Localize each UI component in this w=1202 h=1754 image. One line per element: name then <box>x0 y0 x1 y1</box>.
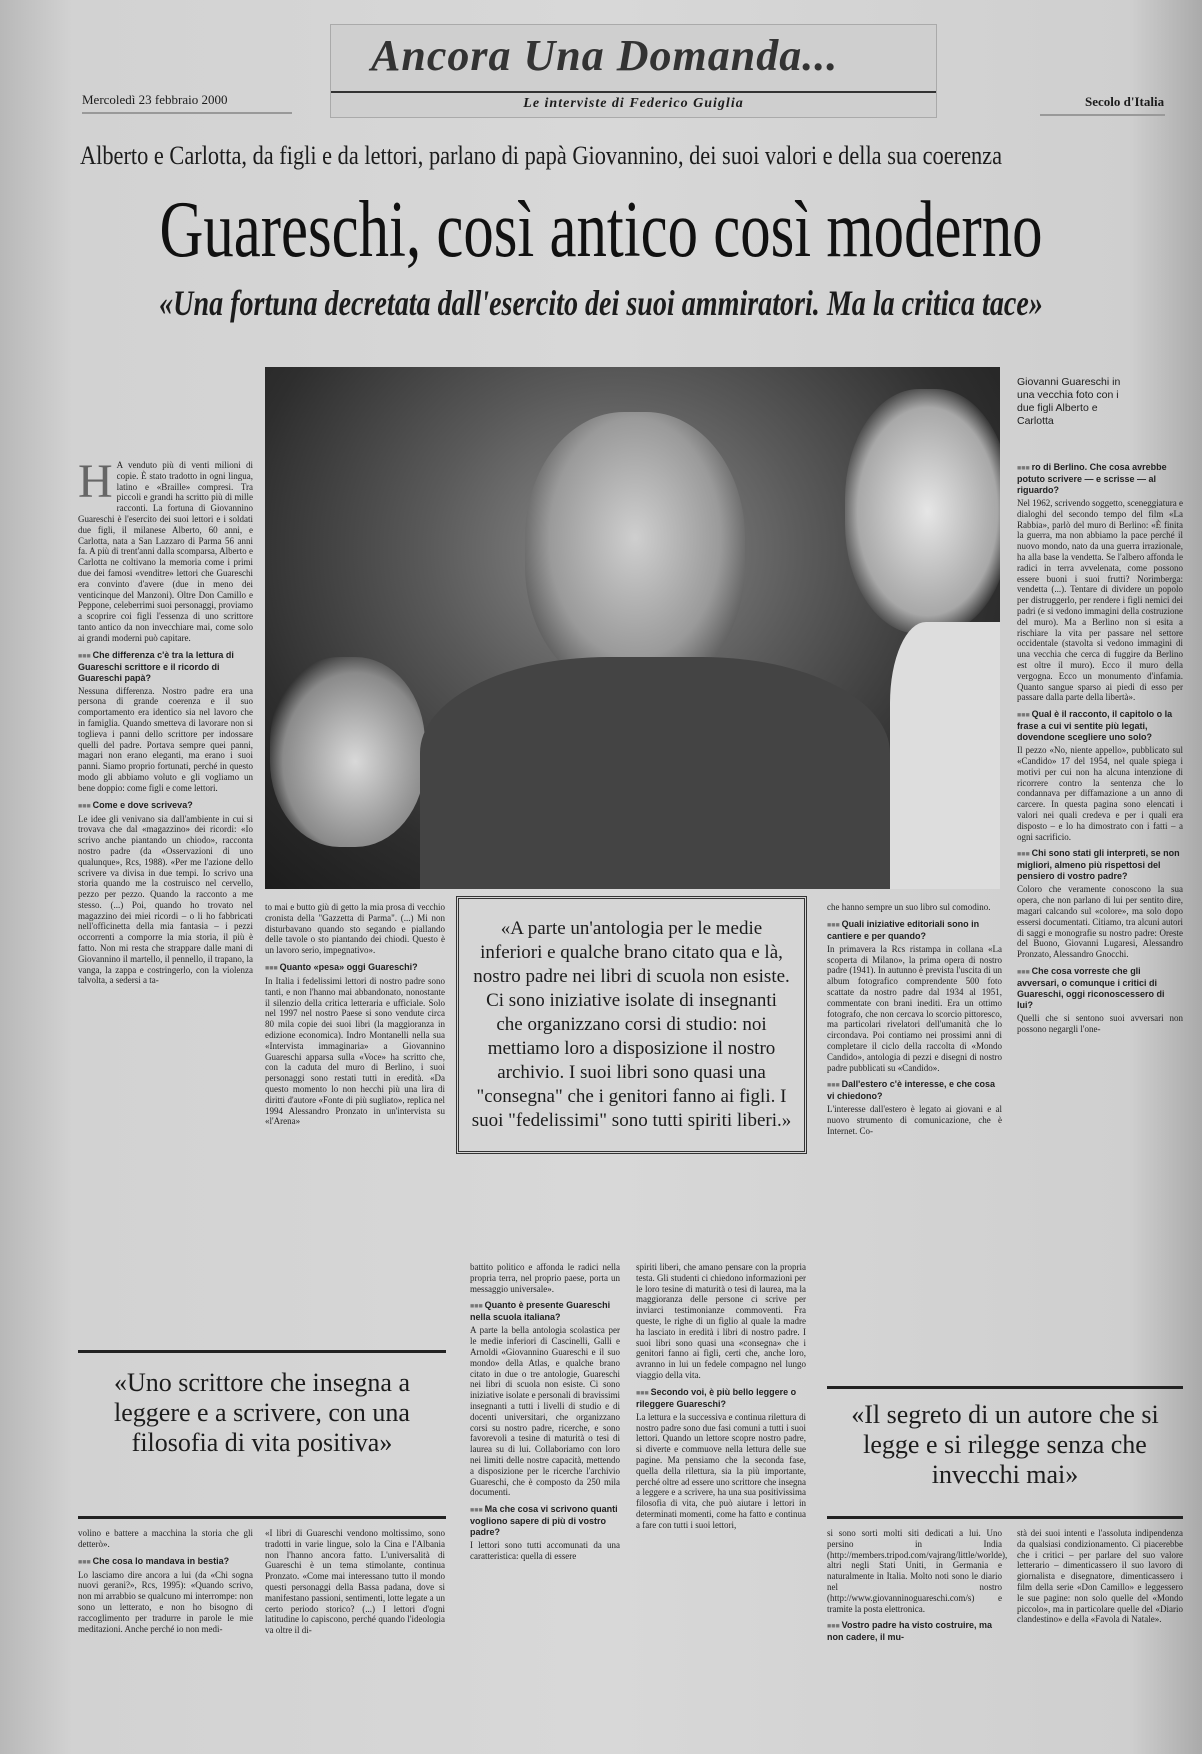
question: ■■■ ro di Berlino. Che cosa avrebbe potuto scrivere — e scrisse — al riguardo? <box>1017 462 1183 496</box>
question: ■■■ Dall'estero c'è interesse, e che cosa vi chiedono? <box>827 1079 1002 1102</box>
answer: I lettori sono tutti accomunati da una caratteristica: quella di essere <box>470 1540 620 1561</box>
photo-caption: Giovanni Guareschi in una vecchia foto con i due figli Alberto e Carlotta <box>1017 376 1121 427</box>
answer: Il pezzo «No, niente appello», pubblicato sul «Candido» 17 del 1954, nel quale spiega i motivi per cui non ha alcuna intenzione di ricorrere contro la sentenza che lo condannava per diffamazione a un anno di carcere. In questa pagina sono elencati i valori nei quali credeva e per i quali era disposto – e lo ha dimostrato con i fatti – a ogni sacrificio. <box>1017 745 1183 842</box>
answer: spiriti liberi, che amano pensare con la propria testa. Gli studenti ci chiedono informazioni per le loro tesine di maturità o tesi di laurea, ma la maggioranza delle persone ci scrive per inviarci testimonianze commoventi. Fra queste, le righe di un figlio al quale la madre ha lasciato in eredità i libri di nostro padre. I suoi libri sono quasi una «consegna» che i genitori fanno ai figli, certi che, anche loro, avranno in lui un fedele compagno nel lungo viaggio della vita. <box>636 1262 806 1380</box>
sweater <box>420 657 890 889</box>
subheadline: «Una fortuna decretata dall'esercito dei suoi ammiratori. Ma la critica tace» <box>159 283 1043 323</box>
question: ■■■ Vostro padre ha visto costruire, ma non cadere, il mu- <box>827 1620 1002 1643</box>
answer: Coloro che veramente conoscono la sua opera, che non parlano di lui per sentito dire, magari calcando sul «colore», ma solo dopo essersi documentati. Citiamo, tra alcuni autori di saggi e monografie su nostro padre: Oreste del Buono, Giovanni Lugaresi, Alessandro Pronzato, Alessandro Gnocchi. <box>1017 884 1183 960</box>
question: ■■■ Ma che cosa vi scrivono quanti vogliono sapere di più di vostro padre? <box>470 1504 620 1538</box>
pull-quote-right: «Il segreto di un autore che si legge e si rilegge senza che invecchi mai» <box>851 1400 1159 1489</box>
father-face <box>525 412 745 692</box>
column-2 <box>265 902 445 1127</box>
column-7 <box>1017 462 1183 1034</box>
issue-date: Mercoledì 23 febbraio 2000 <box>82 92 228 107</box>
column-1 <box>78 455 253 986</box>
column-7b <box>1017 1528 1183 1625</box>
answer: Quelli che si sentono suoi avversari non possono negargli l'one- <box>1017 1012 1183 1034</box>
question: ■■■ Che cosa vorreste che gli avversari, o comunque i critici di Guareschi, oggi riconoscessero di lui? <box>1017 966 1183 1011</box>
column-6b <box>827 1528 1008 1645</box>
column-2b <box>265 1528 445 1636</box>
column-6 <box>827 902 1002 1137</box>
divider <box>1040 114 1165 116</box>
divider <box>827 1386 1183 1389</box>
answer: A parte la bella antologia scolastica per le medie inferiori di Cascinelli, Galli e Arnoldi «Giovannino Guareschi e il suo mondo» della Atlas, e qualche brano citato in due o tre antologie, Guareschi nei libri di scuola non esiste. Ci sono iniziative isolate e personali di bravissimi insegnanti a tutti i livelli di studio e di docenti universitari, che organizzano corsi su nostro padre, ricerche, e sono favorevoli a tesine di maturità o tesi di laurea su di lui. Collaboriamo con loro nei limiti delle nostre capacità, mettendo a disposizione per le ricerche l'archivio Guareschi, che è composto da 250 mila documenti. <box>470 1325 620 1498</box>
question: ■■■ Qual è il racconto, il capitolo o la frase a cui vi sentite più legati, dovendone scegliere uno solo? <box>1017 709 1183 743</box>
answer: Nel 1962, scrivendo soggetto, sceneggiatura e dialoghi del secondo tempo del film «La Rabbia», parlò del muro di Berlino: «È finita la guerra, ma non abbiamo la pace perché il nuovo mondo, nato da una guerra irrazionale, ha alla base la vendetta. Se l'albero affonda le radici in terra avvelenata, come possono essere buoni i suoi frutti? Norimberga: vendetta (...). Tentare di dividere un popolo per distruggerlo, per rendere i figli nemici dei padri (e si vedono immagini della costruzione del muro). Ma a Berlino non si esita a rischiare la vita per passare nel settore occidentale (stavolta si vedono immagini di una vecchia che cerca di fuggire da Berlino est oltre il muro). Ecco il muro della vergogna. Ecco un monumento d'infamia. Quanto sangue sparso ai piedi di esso per passare dalla parte della libertà». <box>1017 498 1183 703</box>
answer: In primavera la Rcs ristampa in collana «La scoperta di Milano», la prima opera di nostro padre (1941). In autunno è prevista l'uscita di un album fotografico comprendente 500 foto scattate da nostro padre dal 1934 al 1951, commentate con brani inediti. Era un ottimo fotografo, che non cercava lo scorcio pittoresco, ma particolari rivelatori dell'umanità che lo circondava. Poi contiamo nei prossimi anni di completare il ciclo della raccolta di «Mondo Candido», antologia di pezzi e disegni di nostro padre pubblicati su «Candido». <box>827 943 1002 1073</box>
answer: si sono sorti molti siti dedicati a lui. Uno persino in India (http://members.tripod.com/vajrang/little/worlde), altri negli Stati Uniti, in Germania e naturalmente in Italia. Molto noti sono le diario nel nostro (http://www.giovanninoguareschi.com/s) e tramite la posta elettronica. <box>827 1528 1008 1614</box>
column-4 <box>470 1262 620 1562</box>
answer: battito politico e affonda le radici nella propria terra, nel proprio paese, porta un messaggio universale». <box>470 1262 620 1294</box>
question: ■■■ Secondo voi, è più bello leggere o rileggere Guareschi? <box>636 1387 806 1410</box>
family-photo <box>265 367 1000 889</box>
answer: to mai e butto giù di getto la mia prosa di vecchio cronista della "Gazzetta di Parma". (...) Mi non disturbavano quando sto segando e piallando delle tavole o sto piantando dei chiodi. Questo è un lavoro serio, impegnativo». <box>265 902 445 956</box>
headline: Guareschi, così antico così moderno <box>159 186 1043 274</box>
column-5 <box>636 1262 806 1531</box>
answer: stà dei suoi intenti e l'assoluta indipendenza da qualsiasi condizionamento. Ci piacerebbe che i critici – per parlare del suo valore letterario – dimenticassero il suo lavoro di giornalista e disegnatore, dimenticassero i film della serie «Don Camillo» e leggessero le sue pagine: non solo quelle del «Mondo piccolo», ma in particolare quelle del «Diario clandestino» e della «Favola di Natale». <box>1017 1528 1183 1625</box>
kicker: Alberto e Carlotta, da figli e da lettori, parlano di papà Giovannino, dei suoi valori e della sua coerenza <box>80 141 1003 170</box>
drop-cap: H <box>78 455 113 508</box>
divider <box>827 1516 1183 1519</box>
divider <box>78 1516 446 1519</box>
intro-text: A venduto più di venti milioni di copie. È stato tradotto in ogni lingua, latino e «Braille» compresi. Tra piccoli e grandi ha scritto più di mille racconti. La fortuna di Giovannino Guareschi è l'esercito dei suoi lettori e i soldati due figli, il milanese Alberto, 60 anni, e Carlotta, nata a San Lazzaro di Parma 56 anni fa. A più di trent'anni dalla scomparsa, Alberto e Carlotta ne coltivano la memoria come i primi due dei famosi «venditre» lettori che Guareschi era convinto d'avere (due in meno dei venticinque del Manzoni). Oltre Don Camillo e Peppone, celeberrimi suoi personaggi, proviamo a scoprire coi figli l'essenza di uno scrittore tanto antico da non invecchiare mai, come solo ai grandi moderni può capitare. <box>78 460 253 643</box>
pull-quote-left: «Uno scrittore che insegna a leggere e a scrivere, con una filosofia di vita positiva» <box>113 1368 410 1457</box>
answer: La lettura e la successiva e continua rilettura di nostro padre sono due fasi comuni a tutti i suoi lettori. Quando un lettore scopre nostro padre, si diverte e commuove nella lettura delle sue pagine. Ma pensiamo che la seconda fase, quella della rilettura, sia la più importante, perché oltre ad essere uno scrittore che insegna a leggere e a scrivere, ha una sua positivissima filosofia di vita, che può aiutare i lettori in determinati momenti, come ha fatto e continua a fare con tutti i suoi lettori, <box>636 1411 806 1530</box>
question: ■■■ Che cosa lo mandava in bestia? <box>78 1556 253 1568</box>
masthead-title: Ancora Una Domanda... <box>371 31 839 80</box>
answer: L'interesse dall'estero è legato ai giovani e al nuovo strumento di comunicazione, che è Internet. Co- <box>827 1104 1002 1136</box>
highlight-quote <box>456 896 807 1154</box>
question: ■■■ Come e dove scriveva? <box>78 800 253 812</box>
divider <box>82 112 292 114</box>
question: ■■■ Quali iniziative editoriali sono in cantiere e per quando? <box>827 919 1002 942</box>
answer: In Italia i fedelissimi lettori di nostro padre sono tanti, e non l'hanno mai abbandonato, nonostante il silenzio della critica letteraria e ufficiale. Solo nel 1997 nel nostro Paese si sono vendute circa 80 mila copie dei suoi libri (la maggioranza in edizione economica). Indro Montanelli nella sua «Intervista immaginaria» a Giovannino Guareschi apparsa sulla «Voce» ha scritto che, con la caduta del muro di Berlino, i suoi personaggi sono restati tutti in eredità. «Da questo momento lo non hecchi più una lira di diritti d'autore «Fonte di più sugliato», replica nel 1994 Alessandro Pronzato in un'intervista su «l'Arena» <box>265 975 445 1127</box>
answer: volino e battere a macchina la storia che gli detterò». <box>78 1528 253 1549</box>
quote-text: «A parte un'antologia per le medie inferiori e qualche brano citato qua e là, nostro padre nei libri di scuola non esiste. Ci sono iniziative isolate di insegnanti che organizzano corsi di studio: noi mettiamo loro a disposizione il nostro archivio. I suoi libri sono quasi una "consegna" che i genitori fanno ai figli. I suoi "fedelissimi" sono tutti spiriti liberi.» <box>471 918 792 1131</box>
answer: Nessuna differenza. Nostro padre era una persona di grande coerenza e il suo comportamento era identico sia nel lavoro che in famiglia. Quando smetteva di lavorare non si toglieva i panni dello scrittore per indossare quelli del padre. Portava sempre quei panni, magari non erano eleganti, ma erano i suoi panni. Siamo proprio fortunati, perché in questo modo gli abbiamo voluto e gli vogliamo un bene doppio: come figli e come lettori. <box>78 685 253 793</box>
divider <box>78 1350 446 1353</box>
answer: «I libri di Guareschi vendono moltissimo, sono tradotti in varie lingue, solo la Cina e l'Albania non l'hanno ancora fatto. L'universalità di Guareschi è un tema stimolante, continua Pronzato. «Come mai interessano tutto il mondo questi personaggi della Bassa padana, dove si manifestano passioni, sentimenti, lotte legate a un certo periodo storico? (...) I lettori d'ogni latitudine lo capiscono, perché quando l'ideologia va oltre il di- <box>265 1528 445 1636</box>
answer: Lo lasciamo dire ancora a lui (da «Chi sogna nuovi gerani?», Rcs, 1995): «Quando scrivo, non mi arrabbio se qualcuno mi interrompe: non sono un letterato, e non ho bisogno di raccoglimento per tradurre in parole le mie meditazioni. Anche perché io non medi- <box>78 1569 253 1634</box>
question: ■■■ Che differenza c'è tra la lettura di Guareschi scrittore e il ricordo di Guareschi papà? <box>78 650 253 684</box>
question: ■■■ Quanto «pesa» oggi Guareschi? <box>265 962 445 974</box>
column-1c <box>78 1528 253 1634</box>
paper-name: Secolo d'Italia <box>1085 94 1165 109</box>
question: ■■■ Quanto è presente Guareschi nella scuola italiana? <box>470 1300 620 1323</box>
son-face <box>845 389 1000 634</box>
masthead <box>330 24 937 118</box>
question: ■■■ Chi sono stati gli interpreti, se non migliori, almeno più rispettosi del pensiero di vostro padre? <box>1017 848 1183 882</box>
answer: che hanno sempre un suo libro sul comodino. <box>827 902 991 912</box>
answer: Le idee gli venivano sia dall'ambiente in cui si trovava che dal «magazzino» dei ricordi: «Io scrivo anche piantando un chiodo», racconta nostro padre (da «Osservazioni di uno qualunque», Rcs, 1988). «Per me l'azione dello scrivere va divisa in due tempi. Io scrivo una storia quando me la costruisco nel cervello, pezzo per pezzo. Quando la racconto a me stesso. (...) Poi, quando ho trovato nel magazzino dei miei ricordi – o li ho fabbricati nell'officinetta della mia fantasia – i pezzi occorrenti a comporre la mia storia, il più è fatto. Non mi resta che strappare dalle mani di Giovannino il martello, il pennello, il trapano, la vanga, la zappa e costringerlo, con la violenza talvolta, a sedersi a ta- <box>78 813 253 986</box>
masthead-subtitle: Le interviste di Federico Guiglia <box>331 91 936 113</box>
daughter-face <box>270 657 425 847</box>
son-shirt <box>890 622 1000 889</box>
